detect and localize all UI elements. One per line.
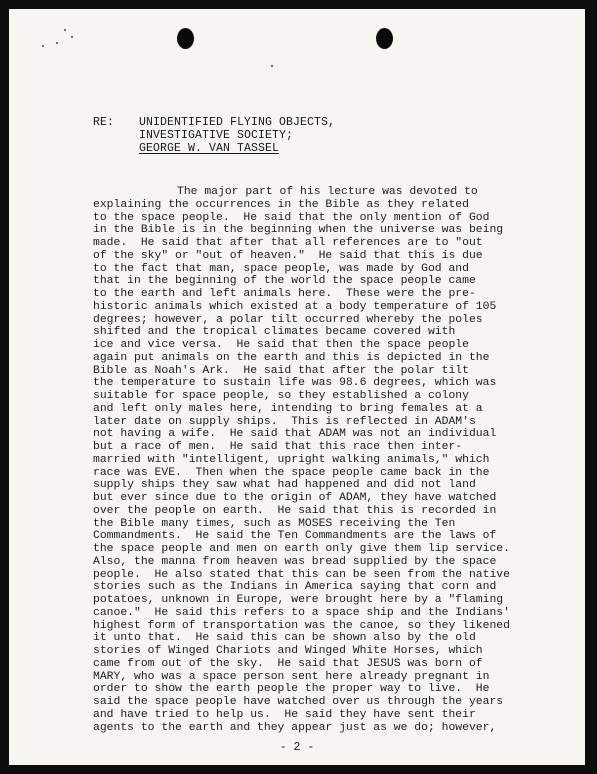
text-line: Bible as Noah's Ark. He said that after the polar tilt	[93, 364, 469, 377]
text-line: potatoes, unknown in Europe, were brought here by a "flaming	[93, 594, 504, 606]
text-line: MARY, who was a space person sent here already pregnant in	[93, 670, 490, 683]
text-line: agents to the earth and they appear just as we do; however,	[93, 721, 497, 734]
text-line: stories such as the Indians in America saying that corn and	[93, 581, 497, 594]
text-line: stories of Winged Chariots and Winged White Horses, which	[93, 645, 483, 657]
subject-line: UNIDENTIFIED FLYING OBJECTS,	[139, 116, 336, 129]
text-line: married with "intelligent, upright walking animals," which	[93, 453, 490, 466]
scan-speck	[71, 36, 73, 38]
document-page	[9, 9, 585, 765]
subject-line: GEORGE W. VAN TASSEL	[139, 141, 280, 155]
punch-hole-right	[376, 28, 393, 49]
text-line: but ever since due to the origin of ADAM, they have watched	[93, 492, 497, 504]
scan-speck	[64, 29, 66, 31]
text-line: to the space people. He said that the only mention of God	[93, 211, 490, 224]
subject-block	[93, 117, 335, 155]
text-line: historic animals which existed at a body temperature of 105	[93, 300, 497, 313]
text-line: and have tried to help us. He said they have sent their	[93, 708, 476, 721]
text-line: again put animals on the earth and this is depicted in the	[93, 351, 490, 364]
text-line: it unto that. He said this can be shown also by the old	[93, 632, 476, 645]
body-text	[93, 186, 573, 734]
text-line: the space people and men on earth only give them lip service.	[93, 543, 510, 555]
text-line: to the fact that man, space people, was made by God and	[93, 262, 469, 275]
scan-speck	[42, 45, 44, 47]
text-line: to the earth and left animals here. These were the pre-	[93, 288, 476, 300]
text-line: but a race of men. He said that this race then inter-	[93, 441, 463, 453]
text-line: over the people on earth. He said that this is recorded in	[93, 504, 497, 517]
text-line: explaining the occurrences in the Bible as they related	[93, 198, 469, 211]
text-line: came from out of the sky. He said that JESUS was born of	[93, 657, 483, 670]
text-line: the Bible many times, such as MOSES receiving the Ten	[93, 517, 456, 530]
subject-label: RE:	[93, 116, 115, 129]
text-line: made. He said that after that all references are to "out	[93, 237, 483, 249]
text-line: Commandments. He said the Ten Commandments are the laws of	[93, 530, 497, 543]
text-line: that in the beginning of the world the space people came	[93, 275, 476, 288]
scan-speck	[271, 65, 273, 67]
text-line: in the Bible is in the beginning when the universe was being	[93, 224, 504, 237]
text-line: The major part of his lecture was devoted to	[177, 186, 478, 198]
text-line: canoe." He said this refers to a space ship and the Indians'	[93, 606, 510, 619]
text-line: said the space people have watched over us through the years	[93, 696, 504, 708]
text-line: race was EVE. Then when the space people came back in the	[93, 466, 490, 479]
text-line: people. He also stated that this can be seen from the native	[93, 568, 510, 581]
punch-hole-left	[177, 28, 194, 49]
page-number: - 2 -	[279, 741, 315, 754]
text-line: and left only males here, intending to bring females at a	[93, 402, 483, 415]
text-line: highest form of transportation was the canoe, so they likened	[93, 619, 510, 632]
text-line: ice and vice versa. He said that then the space people	[93, 339, 469, 351]
text-line: later date on supply ships. This is reflected in ADAM's	[93, 415, 476, 428]
text-line: order to show the earth people the proper way to live. He	[93, 683, 490, 696]
text-line: of the sky" or "out of heaven." He said that this is due	[93, 249, 483, 262]
text-line: Also, the manna from heaven was bread supplied by the space	[93, 555, 497, 568]
subject-line: INVESTIGATIVE SOCIETY;	[139, 128, 294, 142]
text-line: supply ships they saw what had happened and did not land	[93, 479, 476, 492]
scan-speck	[56, 42, 58, 44]
text-line: shifted and the tropical climates became covered with	[93, 326, 456, 339]
text-line: degrees; however, a polar tilt occurred whereby the poles	[93, 313, 483, 326]
text-line: suitable for space people, so they established a colony	[93, 390, 469, 402]
text-line: the temperature to sustain life was 98.6 degrees, which was	[93, 377, 497, 390]
text-line: not having a wife. He said that ADAM was not an individual	[93, 428, 497, 441]
